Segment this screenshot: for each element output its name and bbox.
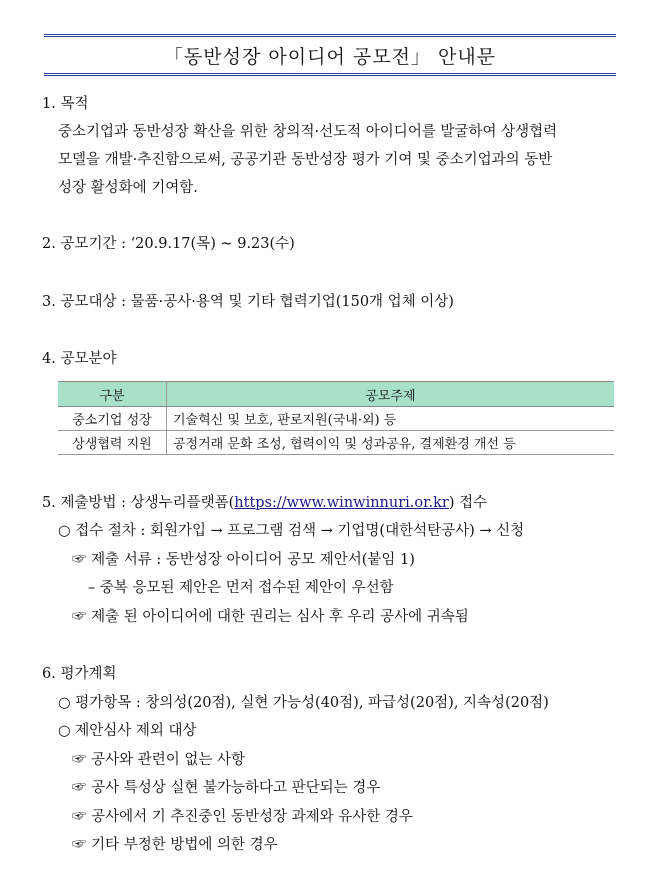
section-6-heading: 6. 평가계획 <box>42 666 117 682</box>
section-5-method <box>42 493 487 513</box>
duplicate-entry-note: – 중복 응모된 제안은 먼저 접수된 제안이 우선함 <box>88 580 394 596</box>
section-5-prefix: 5. 제출방법 : 상생누리플랫폼( <box>42 495 235 511</box>
table-cell-topic: 기술혁신 및 보호, 판로지원(국내·외) 등 <box>167 407 615 431</box>
submission-documents: ☞ 제출 서류 : 동반성장 아이디어 공모 제안서(붙임 1) <box>72 552 415 568</box>
section-2-period: 2. 공모기간 : ‘20.9.17(목) ~ 9.23(수) <box>42 236 295 252</box>
evaluation-items: ○ 평가항목 : 창의성(20점), 실현 가능성(40점), 파급성(20점), 지속성(20점) <box>58 695 549 711</box>
table-cell-topic: 공정거래 문화 조성, 협력이익 및 성과공유, 결제환경 개선 등 <box>167 431 615 455</box>
section-1-line-2: 모델을 개발·추진함으로써, 공공기관 동반성장 평가 기여 및 중소기업과의 동반 <box>58 152 553 168</box>
table-cell-category: 상생협력 지원 <box>58 431 167 455</box>
section-3-target: 3. 공모대상 : 물품·공사·용역 및 기타 협력기업(150개 업체 이상) <box>42 294 454 310</box>
topics-table <box>58 381 614 455</box>
exclusion-item: ☞ 공사에서 기 추진중인 동반성장 과제와 유사한 경우 <box>72 809 413 825</box>
table-row <box>58 407 614 431</box>
exclusion-item: ☞ 기타 부정한 방법에 의한 경우 <box>72 837 278 853</box>
section-1-heading: 1. 목적 <box>42 96 89 112</box>
column-header-category: 구분 <box>58 382 167 407</box>
section-4-heading: 4. 공모분야 <box>42 351 117 367</box>
exclusion-heading: ○ 제안심사 제외 대상 <box>58 723 197 739</box>
section-1-line-3: 성장 활성화에 기여함. <box>58 180 198 196</box>
column-header-topic: 공모주제 <box>167 382 615 407</box>
topics-table-header-row <box>58 382 614 407</box>
exclusion-item: ☞ 공사 특성상 실현 불가능하다고 판단되는 경우 <box>72 780 381 796</box>
submission-procedure: ○ 접수 절차 : 회원가입 → 프로그램 검색 → 기업명(대한석탄공사) → 신청 <box>58 523 525 539</box>
section-1-line-1: 중소기업과 동반성장 확산을 위한 창의적·선도적 아이디어를 발굴하여 상생협력 <box>58 124 558 140</box>
table-row <box>58 431 614 455</box>
exclusion-item: ☞ 공사와 관련이 없는 사항 <box>72 752 246 768</box>
table-cell-category: 중소기업 성장 <box>58 407 167 431</box>
platform-link[interactable]: https://www.winwinnuri.or.kr <box>234 495 449 511</box>
section-5-suffix: ) 접수 <box>448 495 488 511</box>
rights-note: ☞ 제출 된 아이디어에 대한 권리는 심사 후 우리 공사에 귀속됨 <box>72 609 469 625</box>
page-title-text: 「동반성장 아이디어 공모전」 안내문 <box>163 45 497 68</box>
page-title <box>44 34 616 76</box>
